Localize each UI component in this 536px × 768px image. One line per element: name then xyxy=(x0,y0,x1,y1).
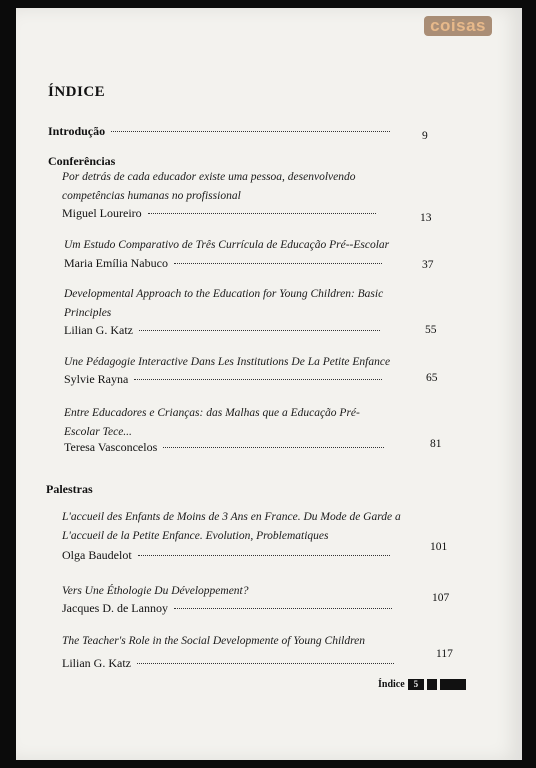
toc-entry-author-line xyxy=(62,656,394,671)
toc-entry-title: The Teacher's Role in the Social Developmente of Young Children xyxy=(62,635,366,647)
author-name: Teresa Vasconcelos xyxy=(64,440,158,454)
leader-dots xyxy=(138,554,390,556)
footer-label: Índice xyxy=(378,678,405,690)
leader-dots xyxy=(139,329,380,331)
watermark-logo: coisas xyxy=(424,16,492,36)
author-name: Sylvie Rayna xyxy=(64,372,129,386)
page-number: 107 xyxy=(432,592,450,604)
toc-entry-title: Developmental Approach to the Education for Young Children: Basic Principles xyxy=(64,288,384,319)
toc-line-intro xyxy=(48,124,390,139)
toc-entry-author-line xyxy=(64,323,380,338)
leader-dots xyxy=(163,446,384,448)
leader-dots xyxy=(111,130,390,132)
document-page xyxy=(16,8,522,760)
footer-bar xyxy=(440,679,466,690)
page-number: 81 xyxy=(430,438,442,450)
leader-dots xyxy=(137,662,394,664)
toc-entry-author-line xyxy=(62,548,390,563)
author-name: Jacques D. de Lannoy xyxy=(62,601,168,615)
toc-entry-title: Entre Educadores e Crianças: das Malhas que a Educação Pré- Escolar Tece... xyxy=(64,407,360,438)
page-footer xyxy=(378,678,466,690)
toc-entry-title: Um Estudo Comparativo de Três Currícula de Educação Pré--Escolar xyxy=(64,239,390,251)
author-name: Olga Baudelot xyxy=(62,548,132,562)
intro-label: Introdução xyxy=(48,124,106,138)
author-name: Lilian G. Katz xyxy=(62,656,131,670)
toc-entry-author-line xyxy=(62,601,392,616)
page-number: 55 xyxy=(425,324,437,336)
page-number: 37 xyxy=(422,259,434,271)
leader-dots xyxy=(174,262,382,264)
toc-entry-title: L'accueil des Enfants de Moins de 3 Ans en France. Du Mode de Garde a L'accueil de la Petite Enfance. Evolution, Problematiques xyxy=(62,511,401,542)
page-number: 13 xyxy=(420,212,432,224)
toc-entry-title: Por detrás de cada educador existe uma pessoa, desenvolvendo competências humanas no profissional xyxy=(62,171,356,202)
footer-page-number: 5 xyxy=(408,679,425,690)
leader-dots xyxy=(134,378,382,380)
section-heading-conferencias: Conferências xyxy=(48,154,116,168)
section-heading-palestras: Palestras xyxy=(46,482,93,496)
page-number: 117 xyxy=(436,648,453,660)
author-name: Lilian G. Katz xyxy=(64,323,133,337)
leader-dots xyxy=(174,607,392,609)
leader-dots xyxy=(148,212,376,214)
page-title: ÍNDICE xyxy=(48,84,106,100)
page-number: 101 xyxy=(430,541,448,553)
page-number: 65 xyxy=(426,372,438,384)
toc-entry-title: Vers Une Éthologie Du Développement? xyxy=(62,585,249,597)
toc-entry-author-line xyxy=(64,372,382,387)
toc-entry-author-line xyxy=(64,440,384,455)
toc-entry-title: Une Pédagogie Interactive Dans Les Institutions De La Petite Enfance xyxy=(64,356,391,368)
toc-entry-author-line xyxy=(64,256,382,271)
toc-entry-author-line xyxy=(62,206,376,221)
author-name: Maria Emília Nabuco xyxy=(64,256,168,270)
footer-block xyxy=(427,679,437,690)
author-name: Miguel Loureiro xyxy=(62,206,142,220)
intro-page-number: 9 xyxy=(422,130,428,142)
